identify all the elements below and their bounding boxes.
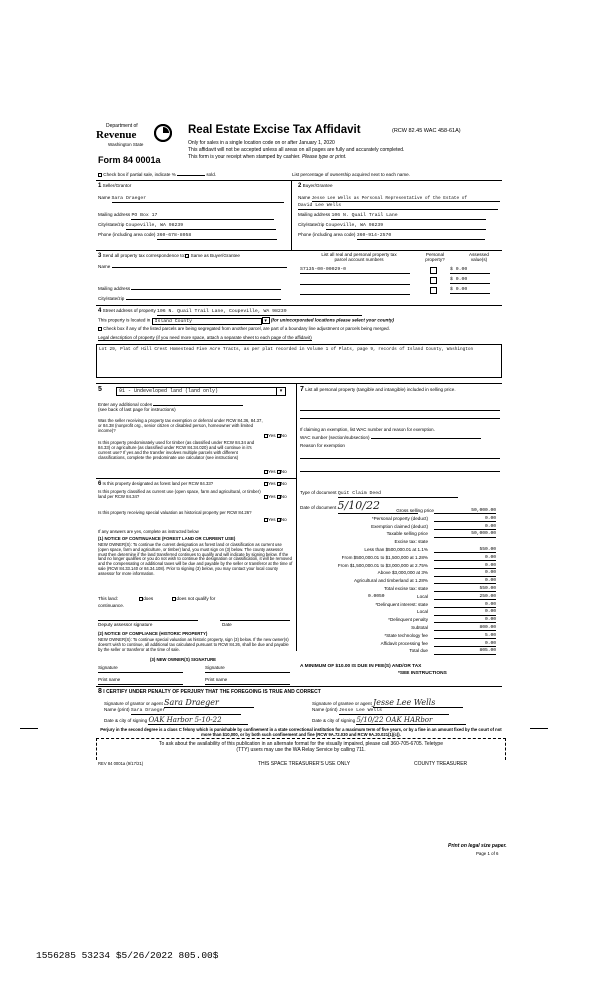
seller-name-field[interactable]: Sara Draeger xyxy=(112,196,284,203)
tax-row xyxy=(320,617,500,625)
tax-row-value[interactable]: 550.00 xyxy=(434,586,496,592)
header-note-2: This affidavit will not be accepted unless all areas on all pages are fully and accurately completed. xyxy=(188,147,405,153)
tax-row-label: Total excise tax: state xyxy=(384,586,428,591)
buyer-mailing-field[interactable]: 106 N. Quail Trail Lane xyxy=(331,213,486,220)
tax-row xyxy=(320,578,500,586)
seller-heading: 1 Seller/Grantor xyxy=(98,183,132,189)
exemption-yes-no: Yes ✓No xyxy=(264,433,287,438)
street-address-field[interactable]: 106 N. Quail Trail Lane, Coupeville, WA 98239 xyxy=(157,309,362,316)
use-code-dropdown-icon[interactable]: ▾ xyxy=(276,388,285,396)
tax-row-value[interactable]: 805.00 xyxy=(434,648,496,654)
tax-row-label: Taxable selling price xyxy=(386,531,428,537)
parcel-row xyxy=(300,287,502,296)
local-rate: 0.0050 xyxy=(368,593,385,599)
tax-row-value[interactable]: 5.00 xyxy=(434,633,496,639)
certify-statement: 8 I CERTIFY UNDER PENALTY OF PERJURY THAT THE FOREGOING IS TRUE AND CORRECT xyxy=(98,688,321,695)
grantor-print-field[interactable]: Sara Draeger xyxy=(131,708,241,715)
doc-type-row: Type of document Quit Claim Deed xyxy=(300,490,458,498)
assessed-value-field[interactable]: $ 0.00 xyxy=(450,287,490,294)
county-treasurer: COUNTY TREASURER xyxy=(414,761,468,767)
tax-row-label: Subtotal xyxy=(411,625,428,630)
parcel-row xyxy=(300,267,502,276)
legal-paper-note: Print on legal size paper. xyxy=(448,843,507,849)
grantor-signature-field[interactable]: Sara Draeger xyxy=(164,698,254,708)
use-code-value: 91 - Undeveloped land (land only) xyxy=(119,388,219,394)
recording-stamp: 1556285 53234 $5/26/2022 805.00$ xyxy=(36,950,219,961)
located-row: This property is located in Island County ▾ (for unincorporated locations please select your county) xyxy=(98,317,394,324)
notice-1-title: (1) NOTICE OF CONTINUANCE (FOREST LAND OR CURRENT USE) xyxy=(98,536,236,541)
tax-row xyxy=(320,594,500,602)
tax-row xyxy=(320,641,500,649)
tax-row-value[interactable]: 50,000.00 xyxy=(434,531,496,537)
parcel-number-field[interactable] xyxy=(300,284,410,285)
dept-line: Department of xyxy=(106,123,138,129)
personal-property-heading: 7 List all personal property (tangible and intangible) included in selling price. xyxy=(300,386,456,393)
buyer-section: 2 Buyer/Grantee Name Jesse Lee Wells as Personal Representative of the Estate of David Lee Wells Mailing address 106 N. Quail Trail Lane City/state/zip Coupeville, WA 98239 Phone (including area code) 360-914-2570 xyxy=(298,183,503,248)
if-yes-instructions: If any answers are yes, complete as instructed below xyxy=(98,529,199,534)
grantor-date-row: Date & city of signing OAK Harbor 5-10-22 xyxy=(104,716,248,725)
buyer-city-field[interactable]: Coupeville, WA 98239 xyxy=(326,223,486,230)
grantee-date-row: Date & city of signing 5/10/22 OAK HARbor xyxy=(312,716,466,725)
rev-number: REV 84 0001a (9/17/21) xyxy=(98,761,144,766)
tax-row-label: *Delinquent interest: state xyxy=(375,601,428,607)
personal-property-checkbox[interactable] xyxy=(430,277,437,284)
forest-no-checkbox[interactable]: ✓ xyxy=(277,481,282,487)
continuance-label: continuance. xyxy=(98,603,125,608)
tax-row-label: Less than $500,000.01 at 1.1% xyxy=(364,547,428,552)
form-number: Form 84 0001a xyxy=(98,155,161,165)
tax-row-label: From $500,000.01 to $1,500,000 at 1.28% xyxy=(341,554,428,560)
form-title: Real Estate Excise Tax Affidavit xyxy=(188,124,361,136)
minimum-due-note: A MINIMUM OF $10.00 IS DUE IN FEE(S) AND/OR TAX xyxy=(300,664,422,669)
deputy-signature-label: Deputy assessor signature xyxy=(98,622,153,627)
tax-row-label: Gross selling price xyxy=(396,508,434,513)
reason-label: Reason for exemption xyxy=(300,443,345,448)
use-code-select[interactable] xyxy=(116,387,286,396)
this-land-row: This land: does does not qualify for xyxy=(98,596,216,601)
tax-calculation xyxy=(320,508,500,658)
tax-row-value[interactable]: 0.00 xyxy=(434,524,496,530)
notice-1-body: NEW OWNER(S): To continue the current designation as forest land or classification as current use (open space, farm and agriculture, or timber) land, you must sign on (3) below. The county assessor must then determine if the land transferred continues to qualify and will indicate by signing below. If the land no longer qualifies or you do not wish to continue the designation or classification, it will be removed and the compensating or additional taxes will be due and payable by the seller or transferor at the time of sale (RCW 84.33.140 or 84.34.108). Prior to signing (3) below, you may contact your local county assessor for more information. xyxy=(98,542,293,576)
grantee-print-row: Name (print) Jesse Lee Wells xyxy=(312,707,449,715)
tax-row-label: *Personal property (deduct) xyxy=(371,515,428,521)
current-use-no-checkbox[interactable]: ✓ xyxy=(277,494,282,500)
buyer-heading: 2 Buyer/Grantee xyxy=(298,183,333,189)
tax-row xyxy=(320,602,500,610)
correspondence-name-field[interactable] xyxy=(112,267,287,268)
partial-sale-checkbox[interactable] xyxy=(98,173,102,177)
doc-date-field[interactable]: 5/10/22 xyxy=(338,500,418,514)
correspondence-section: 3 Send all property tax correspondence to:✓ Same as Buyer/Grantee Name Mailing address City/state/zip xyxy=(98,253,296,305)
treasurer-box xyxy=(96,738,506,760)
tax-row-value[interactable]: 250.00 xyxy=(434,594,496,600)
section-5-number: 5 xyxy=(98,386,102,393)
grantee-signature-field[interactable]: Jesse Lee Wells xyxy=(373,698,463,708)
tax-row-value[interactable]: 0.00 xyxy=(434,563,496,569)
tax-row-value[interactable]: 50,000.00 xyxy=(434,508,496,514)
correspondence-mailing-field[interactable] xyxy=(131,289,281,290)
grantee-print-field[interactable]: Jesse Lee Wells xyxy=(339,708,449,715)
seller-section: 1 Seller/Grantor Name Sara Draeger Mailing address PO Box 17 City/state/zip Coupeville, WA 98239 Phone (including area code) 360-678-8058 xyxy=(98,183,288,248)
tax-row xyxy=(320,539,500,547)
perjury-note: Perjury in the second degree is a class C felony which is punishable by confinement in a state correctional institution for a maximum term of five years, or by a fine in an amount fixed by the court of not more than $10,000, or by both such confinement and fine (RCW 9A.72.030 and RCW 9A.20.021(1)(c)). xyxy=(100,727,502,737)
tax-row xyxy=(320,570,500,578)
revenue-emblem-icon xyxy=(154,124,172,142)
tax-row-label: Total due xyxy=(409,648,428,654)
wac-row: WAC number (section/subsection) xyxy=(300,435,481,440)
assessed-value-field[interactable]: $ 0.00 xyxy=(450,267,490,274)
same-as-buyer-checkbox[interactable]: ✓ xyxy=(186,253,190,259)
partial-sale-row: Check box if partial sale, indicate % sold. xyxy=(98,172,216,177)
exemption-no-checkbox[interactable]: ✓ xyxy=(277,433,282,439)
tax-row-label: Local xyxy=(417,609,428,615)
ada-note: To ask about the availability of this publication in an alternate format for the visually impaired, please call 360-705-6705. Teletype (TTY) users may use the WA Relay Service by calling 711. xyxy=(159,741,443,753)
correspondence-city-field[interactable] xyxy=(126,299,281,300)
tax-row-value[interactable]: 0.00 xyxy=(434,570,496,576)
grantor-print-row: Name (print) Sara Draeger xyxy=(104,707,241,715)
tax-row xyxy=(320,508,500,516)
tax-row-value[interactable]: 0.00 xyxy=(434,641,496,647)
forest-yes-no: Yes ✓No xyxy=(264,481,287,486)
tax-row-label: Affidavit processing fee xyxy=(380,640,428,646)
tax-row-label: *Delinquent penalty xyxy=(388,617,428,623)
segregation-row: Check box if any of the listed parcels are being segregated from another parcel, are part of a boundary line adjustment or parcels being merged. xyxy=(98,326,390,331)
parcel-number-field[interactable]: S7135-00-00029-0 xyxy=(300,267,410,274)
seller-city-field[interactable]: Coupeville, WA 98239 xyxy=(126,223,276,230)
street-row: 4 Street address of property 106 N. Quail Trail Lane, Coupeville, WA 98239 xyxy=(98,308,362,316)
legal-description-field[interactable]: Lot 29, Plat of Hill Crest Homestead Five Acre Tracts, as per plat recorded in Volume 1 of Plats, page 9, records of Island County, Washington xyxy=(96,344,502,378)
personal-property-checkbox[interactable] xyxy=(430,287,437,294)
timber-question: Is this property predominately used for timber (as classified under RCW 84.34 and 84.33) or agriculture (as classified under RCW 84.34.020) and will continue in it's current use? If yes and the transfer involves multiple parcels with different classifications, complete the predominate use calculator (see instructions) xyxy=(98,440,255,460)
new-owner-signature-2[interactable]: Signature xyxy=(205,665,225,670)
county-dropdown-icon[interactable]: ▾ xyxy=(262,317,270,324)
historic-no-checkbox[interactable]: ✓ xyxy=(277,517,282,523)
tax-row-value[interactable]: 0.00 xyxy=(434,516,496,522)
tax-row xyxy=(320,648,500,656)
additional-codes-field[interactable] xyxy=(153,405,243,406)
tax-row-value[interactable]: 0.00 xyxy=(434,578,496,584)
grantor-date-field[interactable]: OAK Harbor 5-10-22 xyxy=(148,716,248,725)
assessed-value-field[interactable]: $ 0.00 xyxy=(450,277,490,284)
tax-row-label: Local xyxy=(417,593,428,599)
historic-yes-no: Yes ✓No xyxy=(264,517,287,522)
parcel-number-field[interactable] xyxy=(300,294,410,295)
revenue-logo xyxy=(96,124,186,154)
buyer-phone-field[interactable]: 360-914-2570 xyxy=(357,233,485,240)
tax-row-label: Excise tax: state xyxy=(394,539,428,545)
tax-row xyxy=(320,586,500,594)
tax-row-label: Above $3,000,000 at 3% xyxy=(377,570,428,576)
tax-row xyxy=(320,531,500,539)
tax-row xyxy=(320,563,500,571)
tax-row-value[interactable]: 550.00 xyxy=(434,547,496,553)
tax-row-label: Agricultural and timberland at 1.28% xyxy=(353,578,428,584)
grantee-signature-row: Signature of grantee or agent Jesse Lee Wells xyxy=(312,698,463,708)
deputy-date-label: Date xyxy=(222,622,232,627)
segregation-checkbox[interactable] xyxy=(98,327,102,331)
county-select[interactable]: Island County xyxy=(152,318,262,326)
tax-row-label: From $1,500,000.01 to $3,000,000 at 2.75% xyxy=(337,562,428,568)
wac-field[interactable] xyxy=(371,438,481,439)
tax-row xyxy=(320,516,500,524)
form-citation: (RCW 82.45 WAC 458-61A) xyxy=(392,128,461,134)
page-number: Page 1 of 6 xyxy=(476,851,499,856)
historic-question: Is this property receiving special valuation as historical property per RCW 84.26? xyxy=(98,510,252,515)
current-use-question: Is this property classified as current use (open space, farm and agricultural, or timber) land per RCW 84.34? xyxy=(98,489,261,499)
tax-row xyxy=(320,609,500,617)
new-owner-signature-1[interactable]: Signature xyxy=(98,665,118,670)
doc-type-field[interactable]: Quit Claim Deed xyxy=(338,491,458,498)
seller-phone-field[interactable]: 360-678-8058 xyxy=(157,233,277,240)
buyer-name-field-1[interactable]: Jesse Lee Wells as Personal Representative of the Estate of xyxy=(312,196,500,202)
notice-2-title: (2) NOTICE OF COMPLIANCE (HISTORIC PROPERTY) xyxy=(98,631,208,636)
notice-3-title: (3) NEW OWNER(S) SIGNATURE xyxy=(150,657,217,662)
new-owner-print-2[interactable]: Print name xyxy=(205,677,228,682)
doc-date-row: Date of document 5/10/22 xyxy=(300,500,418,514)
personal-property-checkbox[interactable] xyxy=(430,267,437,274)
tax-row-value[interactable]: 0.00 xyxy=(434,617,496,623)
forest-question: 6 Is this property designated as forest land per RCW 84.33? xyxy=(98,481,214,487)
tax-row xyxy=(320,625,500,633)
exemption-question: Was the seller receiving a property tax exemption or deferral under RCW 84.36, 84.37, or 84.38 (nonprofit org., senior citizen or disabled person, homeowner with limited income)? xyxy=(98,418,263,433)
legal-label: Legal description of property (if you need more space, attach a separate sheet to each page of the affidavit) xyxy=(98,335,312,340)
see-instructions: *SEE INSTRUCTIONS xyxy=(398,671,447,676)
header-note-1: Only for sales in a single location code on or after January 1, 2020 xyxy=(188,140,335,146)
timber-yes-no: Yes ✓No xyxy=(264,469,287,474)
grantee-date-field[interactable]: 5/10/22 OAK HARbor xyxy=(356,716,466,725)
header-note-3: This form is your receipt when stamped by cashier. Please type or print. xyxy=(188,154,347,160)
new-owner-print-1[interactable]: Print name xyxy=(98,677,121,682)
buyer-name-field-2[interactable]: David Lee Wells xyxy=(298,203,498,210)
tax-row-value[interactable]: 0.00 xyxy=(434,555,496,561)
timber-no-checkbox[interactable]: ✓ xyxy=(277,469,282,475)
seller-mailing-field[interactable]: PO Box 17 xyxy=(131,213,274,220)
additional-codes: Enter any additional codes (see back of last page for instructions) xyxy=(98,402,243,413)
exemption-note: If claiming an exemption, list WAC number and reason for exemption. xyxy=(300,427,435,432)
notice-2-body: NEW OWNER(S): To continue special valuation as historic property, sign (3) below. If the new owner(s) doesn't wish to continue, all additional tax calculated pursuant to RCW 84.26, shall be due and payable by the seller or transferor at the time of sale. xyxy=(98,637,289,652)
grantor-signature-row: Signature of grantor or agent Sara Draeger xyxy=(104,698,254,708)
tax-row xyxy=(320,555,500,563)
tax-row-label: *State technology fee xyxy=(384,632,428,638)
tax-row-value[interactable]: 800.00 xyxy=(434,625,496,631)
tax-row xyxy=(320,547,500,555)
treasurer-use: THIS SPACE TREASURER'S USE ONLY xyxy=(258,761,351,767)
tax-row-value[interactable]: 0.00 xyxy=(434,609,496,615)
parcel-row xyxy=(300,277,502,286)
tax-row-label: Exemption claimed (deduct) xyxy=(371,523,428,529)
tax-row xyxy=(320,633,500,641)
state-line: Washington State xyxy=(108,142,144,147)
tax-row-value[interactable]: 0.00 xyxy=(434,602,496,608)
current-use-yes-no: Yes ✓No xyxy=(264,494,287,499)
ownership-note: List percentage of ownership acquired next to each name. xyxy=(292,172,410,177)
parcel-table: List all real and personal property tax parcel account numbers Personal property? Assessed value(s) S7135-00-00029-0 $ 0.00 $ 0.00 $ 0.00 xyxy=(300,252,502,304)
revenue-wordmark: Revenue xyxy=(96,129,137,141)
